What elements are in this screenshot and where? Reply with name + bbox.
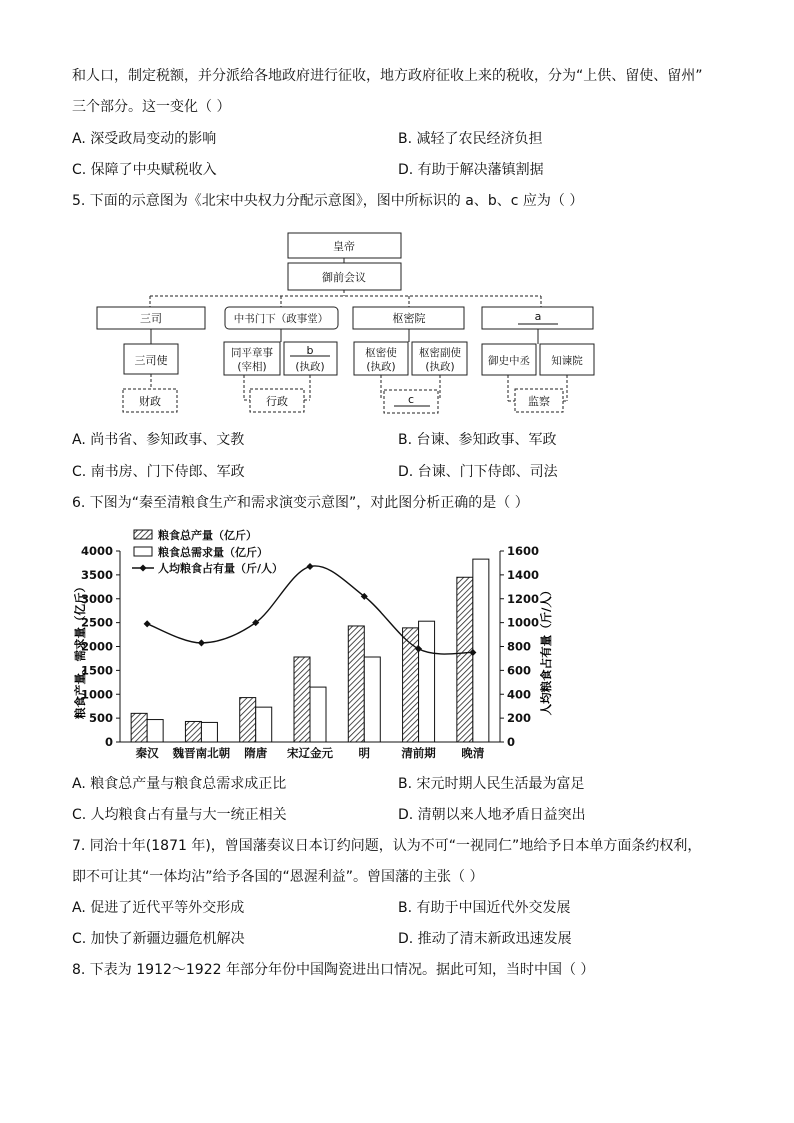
q5-option-c[interactable]: C. 南书房、门下侍郎、军政 bbox=[72, 464, 245, 480]
shumifu-label-1: 枢密副使 bbox=[419, 347, 461, 359]
q4-option-a[interactable]: A. 深受政局变动的影响 bbox=[72, 131, 217, 147]
bar-demand bbox=[364, 657, 380, 742]
x-tick-label: 宋辽金元 bbox=[287, 746, 333, 760]
q4-option-c[interactable]: C. 保障了中央赋税收入 bbox=[72, 162, 217, 178]
q4-stem-line1: 和人口，制定税额，并分派给各地政府进行征收，地方政府征收上来的税收，分为“上供、留使、留州” bbox=[72, 68, 703, 84]
zhijian-label: 知谏院 bbox=[551, 355, 583, 367]
bar-demand bbox=[473, 559, 489, 742]
xingzheng-label: 行政 bbox=[266, 395, 288, 408]
q6-option-b[interactable]: B. 宋元时期人民生活最为富足 bbox=[398, 776, 585, 792]
q5-stem: 5. 下面的示意图为《北宋中央权力分配示意图》，图中所标识的 a、b、c 应为（ ） bbox=[72, 193, 584, 209]
legend-label-production: 粮食总产量（亿斤） bbox=[158, 529, 257, 542]
q7-stem-line1: 7. 同治十年(1871 年)，曾国藩奏议日本订约问题，认为不可“一视同仁”地给予日本单方面条约权利， bbox=[72, 838, 702, 854]
power-distribution-diagram bbox=[0, 0, 794, 430]
y-tick-label-right: 600 bbox=[507, 663, 532, 678]
x-tick-label: 晚清 bbox=[461, 746, 485, 760]
shumishi-label-2: (执政) bbox=[366, 361, 396, 373]
x-tick-label: 明 bbox=[358, 746, 371, 760]
bar-production bbox=[240, 698, 256, 742]
x-tick-label: 清前期 bbox=[401, 746, 436, 760]
bar-demand bbox=[419, 621, 435, 742]
y-tick-label-right: 1400 bbox=[507, 567, 540, 582]
y-tick-label-right: 1600 bbox=[507, 544, 540, 558]
tongping-label-2: (宰相) bbox=[237, 361, 267, 373]
shumi-label: 枢密院 bbox=[392, 312, 426, 325]
y-tick-label-left: 2000 bbox=[80, 639, 113, 654]
q5-option-a[interactable]: A. 尚书省、参知政事、文教 bbox=[72, 432, 245, 448]
y-tick-label-right: 400 bbox=[507, 687, 532, 702]
c-label: c bbox=[407, 393, 415, 406]
shumishi-label-1: 枢密使 bbox=[365, 347, 397, 359]
q4-option-b[interactable]: B. 减轻了农民经济负担 bbox=[398, 131, 543, 147]
y-tick-label-right: 1000 bbox=[507, 615, 540, 630]
legend-label-demand: 粮食总需求量（亿斤） bbox=[158, 546, 268, 559]
y-tick-label-left: 0 bbox=[104, 735, 113, 749]
bar-demand bbox=[201, 722, 217, 742]
sansi-shi-label: 三司使 bbox=[134, 354, 168, 367]
bar-demand bbox=[310, 687, 326, 742]
council-label: 御前会议 bbox=[322, 271, 366, 284]
x-tick-label: 魏晋南北朝 bbox=[172, 746, 231, 760]
y-axis-label-left: 粮食产量、需求量（亿斤） bbox=[73, 581, 87, 719]
bar-demand bbox=[256, 707, 272, 742]
bar-production bbox=[457, 577, 473, 742]
jiancha-label: 监察 bbox=[528, 395, 550, 408]
x-tick-label: 秦汉 bbox=[135, 746, 159, 760]
per-capita-point bbox=[198, 639, 205, 646]
q6-option-c[interactable]: C. 人均粮食占有量与大一统正相关 bbox=[72, 807, 287, 823]
y-tick-label-right: 200 bbox=[507, 711, 532, 726]
bar-demand bbox=[147, 720, 163, 742]
q7-option-b[interactable]: B. 有助于中国近代外交发展 bbox=[398, 900, 571, 916]
per-capita-point bbox=[306, 563, 313, 570]
y-tick-label-left: 4000 bbox=[80, 544, 113, 558]
q4-stem-line2: 三个部分。这一变化（ ） bbox=[72, 99, 231, 115]
q6-stem: 6. 下图为“秦至清粮食生产和需求演变示意图”，对此图分析正确的是（ ） bbox=[72, 495, 529, 511]
tongping-label-1: 同平章事 bbox=[231, 347, 273, 359]
emperor-label: 皇帝 bbox=[333, 240, 355, 253]
q4-option-d[interactable]: D. 有助于解决藩镇割据 bbox=[398, 162, 544, 178]
q6-option-a[interactable]: A. 粮食总产量与粮食总需求成正比 bbox=[72, 776, 287, 792]
y-axis-label-right: 人均粮食占有量（斤/人） bbox=[539, 584, 553, 716]
shumifu-label-2: (执政) bbox=[425, 361, 455, 373]
b-label: b bbox=[306, 344, 314, 357]
bar-production bbox=[131, 713, 147, 742]
q7-option-c[interactable]: C. 加快了新疆边疆危机解决 bbox=[72, 931, 245, 947]
q6-option-d[interactable]: D. 清朝以来人地矛盾日益突出 bbox=[398, 807, 586, 823]
bar-production bbox=[185, 721, 201, 742]
zhongshu-label: 中书门下（政事堂） bbox=[233, 313, 329, 325]
q5-option-b[interactable]: B. 台谏、参知政事、军政 bbox=[398, 432, 557, 448]
grain-chart bbox=[0, 520, 794, 770]
yushi-label: 御史中丞 bbox=[488, 355, 530, 367]
x-tick-label: 隋唐 bbox=[244, 746, 268, 760]
legend-swatch-marker bbox=[139, 564, 146, 571]
legend-swatch-demand bbox=[134, 547, 152, 556]
y-tick-label-left: 3500 bbox=[80, 567, 113, 582]
y-tick-label-left: 1500 bbox=[80, 663, 113, 678]
sansi-label: 三司 bbox=[140, 312, 162, 325]
a-label: a bbox=[534, 310, 542, 323]
y-tick-label-left: 3000 bbox=[80, 591, 113, 606]
q7-option-d[interactable]: D. 推动了清末新政迅速发展 bbox=[398, 931, 572, 947]
y-tick-label-left: 1000 bbox=[80, 687, 113, 702]
q8-stem: 8. 下表为 1912～1922 年部分年份中国陶瓷进出口情况。据此可知，当时中国（ ） bbox=[72, 962, 595, 978]
q7-option-a[interactable]: A. 促进了近代平等外交形成 bbox=[72, 900, 245, 916]
y-tick-label-left: 500 bbox=[88, 711, 113, 726]
y-tick-label-right: 0 bbox=[507, 735, 516, 749]
caizheng-label: 财政 bbox=[139, 395, 161, 408]
y-tick-label-right: 800 bbox=[507, 639, 532, 654]
legend-label-per-capita: 人均粮食占有量（斤/人） bbox=[158, 562, 284, 575]
b-role-label: (执政) bbox=[295, 361, 325, 373]
q5-option-d[interactable]: D. 台谏、门下侍郎、司法 bbox=[398, 464, 558, 480]
legend-swatch-production bbox=[134, 530, 152, 539]
bar-production bbox=[294, 657, 310, 742]
bar-production bbox=[348, 626, 364, 742]
q7-stem-line2: 即不可让其“一体均沾”给予各国的“恩渥利益”。曾国藩的主张（ ） bbox=[72, 869, 484, 885]
bar-production bbox=[403, 628, 419, 742]
per-capita-point bbox=[144, 620, 151, 627]
y-tick-label-left: 2500 bbox=[80, 615, 113, 630]
y-tick-label-right: 1200 bbox=[507, 591, 540, 606]
